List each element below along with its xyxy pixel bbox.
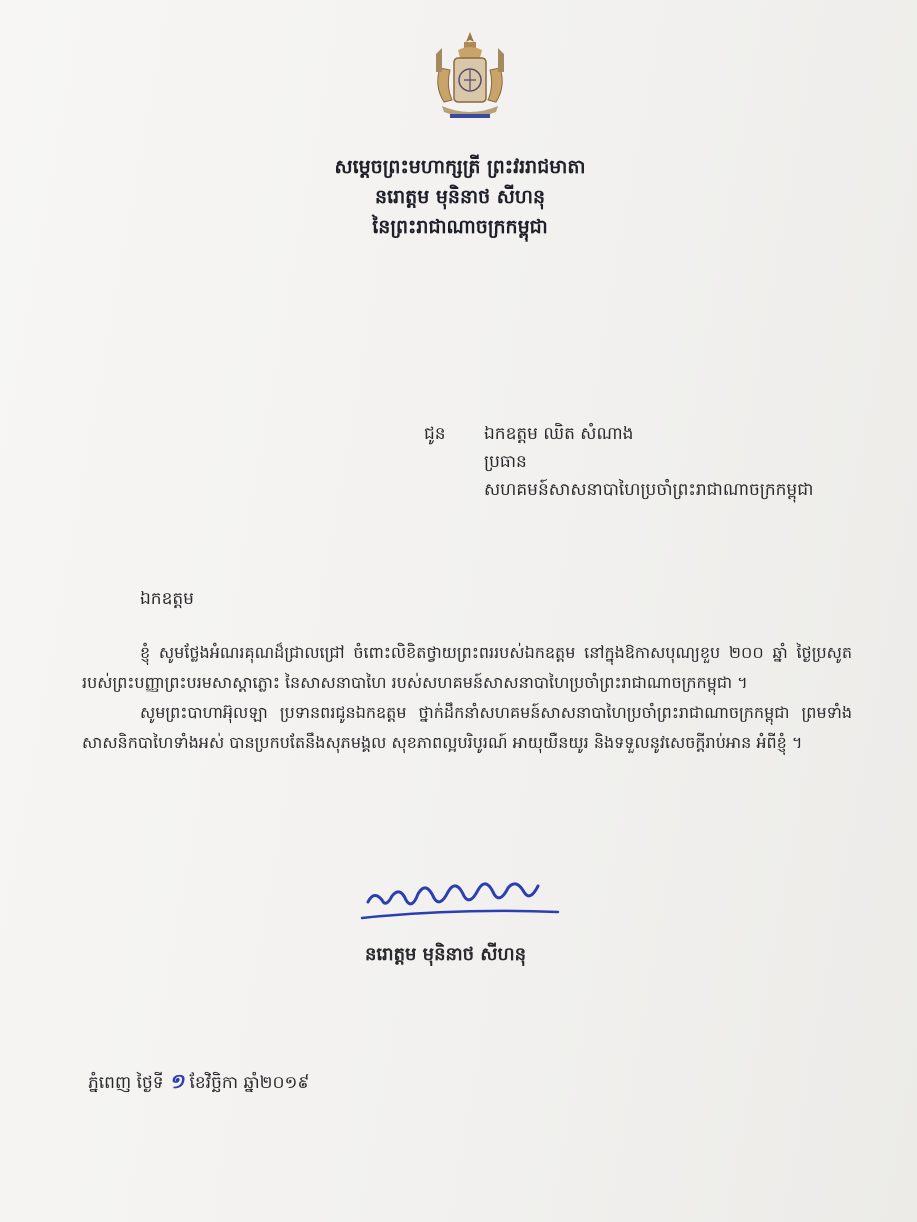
date-day: ១ (168, 1069, 185, 1093)
recipient-organization: សហគមន៍សាសនាបាហៃប្រចាំព្រះរាជាណាចក្រកម្ពុជា (484, 480, 814, 500)
signer-printed-name: នរោត្ដម មុនិនាថ សីហនុ (365, 944, 527, 965)
sender-title-line-2: នរោត្ដម មុនិនាថ សីហនុ (374, 186, 546, 208)
body-paragraph-1: ខ្ញុំ សូមថ្លែងអំណរគុណដ៏ជ្រាលជ្រៅ ចំពោះលិខិតថ្វាយព្រះពររបស់ឯកឧត្តម នៅក្នុងឱកាសបុណ្យខួប ២០០ ឆ្នាំ ថ្ងៃប្រសូតរបស់ព្រះបញ្ញាព្រះបរមសាស្ដាភ្លោះ នៃសាសនាបាហៃ របស់សហគមន៍សាសនាបាហៃប្រចាំព្រះរាជាណាចក្រកម្ពុជា ។ (82, 643, 852, 692)
recipient-to-label: ជូន (424, 424, 446, 444)
date-prefix: ភ្នំពេញ ថ្ងៃទី (88, 1073, 164, 1093)
salutation: ឯកឧត្តម (140, 589, 194, 609)
recipient-block (424, 420, 894, 504)
body-paragraph-2: សូមព្រះបាហាអ៊ុលឡា ប្រទានពរជូនឯកឧត្តម ថ្នាក់ដឹកនាំសហគមន៍សាសនាបាហៃប្រចាំព្រះរាជាណាចក្រកម្ពុជា ព្រមទាំងសាសនិកបាហៃទាំងអស់ បានប្រកបតែនឹងសុភមង្គល សុខភាពល្អបរិបូរណ៍ អាយុយឺនយូរ និងទទួលនូវសេចក្ដីរាប់អាន អំពីខ្ញុំ ។ (82, 703, 852, 752)
date-line (88, 1068, 309, 1098)
recipient-name: ឯកឧត្តម ឈិត សំណាង (484, 424, 634, 444)
sender-title-line-3: នៃព្រះរាជាណាចក្រកម្ពុជា (372, 216, 548, 238)
letter-body (82, 638, 852, 758)
handwritten-signature (356, 868, 566, 928)
sender-title-line-1: សម្ដេចព្រះមហាក្សត្រី ព្រះវររាជមាតា (334, 156, 586, 178)
recipient-title: ប្រធាន (484, 452, 527, 472)
date-suffix: ខែវិច្ឆិកា ឆ្នាំ២០១៩ (189, 1073, 310, 1093)
sender-title-block (290, 152, 630, 242)
royal-coat-of-arms-emblem (420, 28, 520, 128)
